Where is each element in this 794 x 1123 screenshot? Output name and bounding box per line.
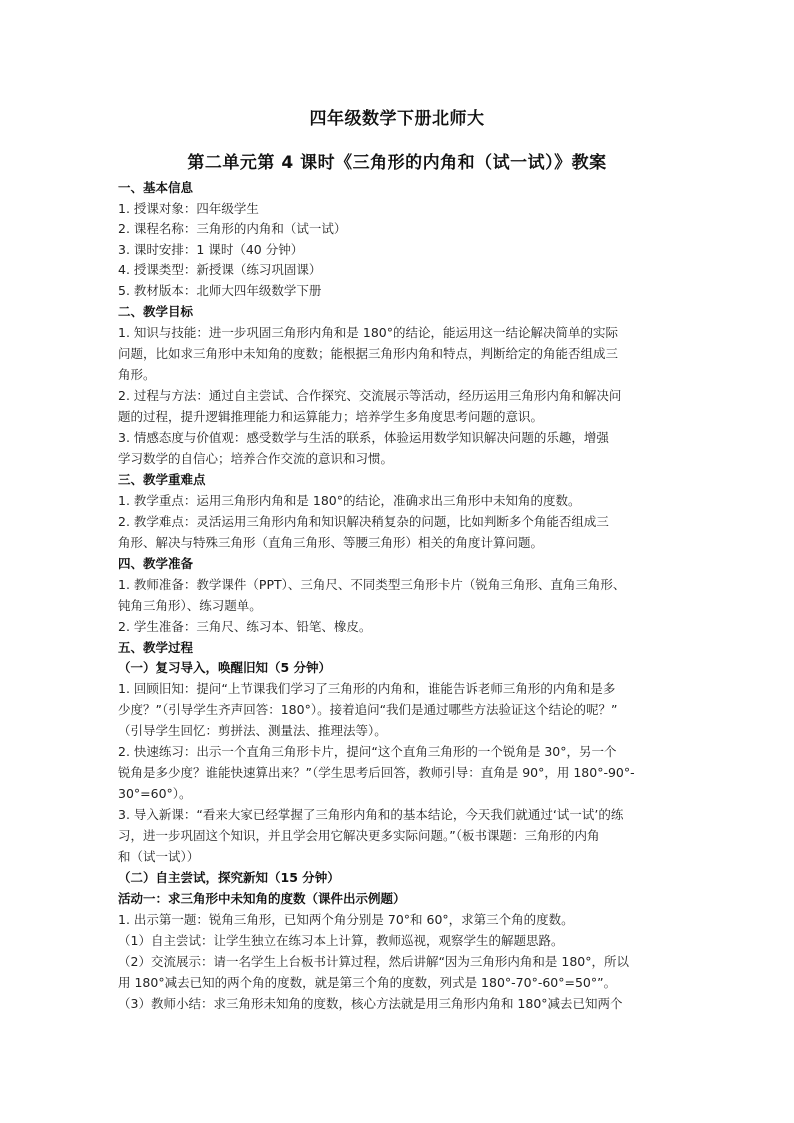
paragraph-line: 2. 快速练习：出示一个直角三角形卡片，提问“这个直角三角形的一个锐角是 30°，另一个	[118, 744, 617, 759]
section-heading: 一、基本信息	[118, 180, 194, 195]
section-heading: （一）复习导入，唤醒旧知（5 分钟）	[118, 660, 332, 675]
section-heading: 活动一：求三角形中未知角的度数（课件出示例题）	[118, 891, 406, 906]
paragraph-line: 2. 课程名称：三角形的内角和（试一试）	[118, 221, 347, 236]
paragraph-line: 3. 导入新课：“看来大家已经掌握了三角形内角和的基本结论，今天我们就通过‘试一试’的练	[118, 807, 624, 822]
section-heading: 三、教学重难点	[118, 472, 206, 487]
paragraph-line: 2. 学生准备：三角尺、练习本、铅笔、橡皮。	[118, 619, 372, 634]
paragraph-line: 3. 课时安排：1 课时（40 分钟）	[118, 242, 304, 257]
paragraph-line: 1. 回顾旧知：提问“上节课我们学习了三角形的内角和，谁能告诉老师三角形的内角和是多	[118, 681, 616, 696]
paragraph-line: （引导学生回忆：剪拼法、测量法、推理法等）。	[118, 723, 387, 738]
paragraph-line: （1）自主尝试：让学生独立在练习本上计算，教师巡视，观察学生的解题思路。	[118, 933, 564, 948]
document-title: 四年级数学下册北师大	[309, 109, 485, 129]
section-heading: 二、教学目标	[118, 304, 194, 319]
paragraph-line: 和（试一试））	[118, 849, 200, 864]
paragraph-line: 钝角三角形）、练习题单。	[118, 598, 262, 613]
paragraph-line: 1. 授课对象：四年级学生	[118, 201, 259, 216]
paragraph-line: （2）交流展示：请一名学生上台板书计算过程，然后讲解“因为三角形内角和是 180°，所以	[118, 954, 630, 969]
section-heading: 四、教学准备	[118, 556, 194, 571]
paragraph-line: 5. 教材版本：北师大四年级数学下册	[118, 283, 322, 298]
paragraph-line: 学习数学的自信心；培养合作交流的意识和习惯。	[118, 451, 394, 466]
paragraph-line: 用 180°减去已知的两个角的度数，就是第三个角的度数，列式是 180°-70°-60°=50°”。	[118, 975, 617, 990]
paragraph-line: 锐角是多少度？谁能快速算出来？”（学生思考后回答，教师引导：直角是 90°，用 180°-90°-	[118, 765, 635, 780]
section-heading: 五、教学过程	[118, 640, 194, 655]
paragraph-line: 2. 教学难点：灵活运用三角形内角和知识解决稍复杂的问题，比如判断多个角能否组成三	[118, 514, 609, 529]
paragraph-line: 问题，比如求三角形中未知角的度数；能根据三角形内角和特点，判断给定的角能否组成三	[118, 346, 619, 361]
paragraph-line: 1. 出示第一题：锐角三角形，已知两个角分别是 70°和 60°，求第三个角的度数。	[118, 912, 574, 927]
paragraph-line: 角形、解决与特殊三角形（直角三角形、等腰三角形）相关的角度计算问题。	[118, 535, 544, 550]
paragraph-line: 1. 知识与技能：进一步巩固三角形内角和是 180°的结论，能运用这一结论解决简单的实际	[118, 325, 618, 340]
paragraph-line: 1. 教学重点：运用三角形内角和是 180°的结论，准确求出三角形中未知角的度数。	[118, 493, 581, 508]
paragraph-line: 习，进一步巩固这个知识，并且学会用它解决更多实际问题。”（板书课题：三角形的内角	[118, 828, 600, 843]
paragraph-line: 4. 授课类型：新授课（练习巩固课）	[118, 262, 322, 277]
paragraph-line: 30°=60°）。	[118, 786, 192, 801]
paragraph-line: （3）教师小结：求三角形未知角的度数，核心方法就是用三角形内角和 180°减去已知两个	[118, 996, 623, 1011]
paragraph-line: 1. 教师准备：教学课件（PPT）、三角尺、不同类型三角形卡片（锐角三角形、直角三角形、	[118, 577, 626, 592]
paragraph-line: 角形。	[118, 367, 156, 382]
paragraph-line: 3. 情感态度与价值观：感受数学与生活的联系，体验运用数学知识解决问题的乐趣，增强	[118, 430, 609, 445]
section-heading: （二）自主尝试，探究新知（15 分钟）	[118, 870, 340, 885]
paragraph-line: 题的过程，提升逻辑推理能力和运算能力；培养学生多角度思考问题的意识。	[118, 409, 544, 424]
paragraph-line: 2. 过程与方法：通过自主尝试、合作探究、交流展示等活动，经历运用三角形内角和解决问	[118, 388, 622, 403]
paragraph-line: 少度？”（引导学生齐声回答：180°）。接着追问“我们是通过哪些方法验证这个结论的呢？”	[118, 702, 618, 717]
document-subtitle: 第二单元第 4 课时《三角形的内角和（试一试）》教案	[187, 153, 607, 173]
